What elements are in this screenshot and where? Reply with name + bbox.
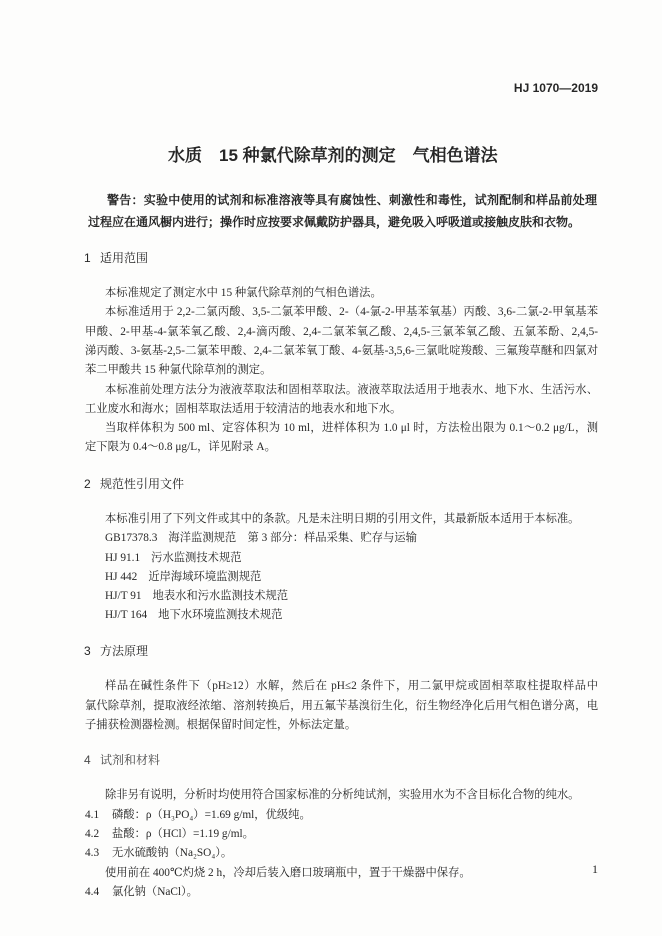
reference-item [105, 530, 598, 546]
document-title: 水质 15 种氯代除草剂的测定 气相色谱法 [168, 146, 498, 165]
warning-line: 过程应在通风橱内进行；操作时应按要求佩戴防护器具，避免吸入呼吸道或接触皮肤和衣物。 [88, 215, 581, 229]
reagent-number: 4.1 [85, 809, 100, 821]
reference-code: HJ/T 91 [105, 590, 142, 602]
reference-title: 地下水环境监测技术规范 [158, 609, 283, 621]
section-heading [84, 476, 184, 492]
section-title: 规范性引用文件 [100, 477, 185, 491]
paragraph-line: 定下限为 0.4～0.8 μg/L，详见附录 A。 [85, 441, 276, 453]
paragraph-line: 本标准前处理方法分为液液萃取法和固相萃取法。液液萃取法适用于地表水、地下水、生活污水、 [105, 384, 598, 396]
paragraph-line: 本标准适用于 2,2-二氯丙酸、3,5-二氯苯甲酸、2-（4-氯-2-甲基苯氧基）丙酸、3,6-二氯-2-甲氧基苯 [105, 306, 598, 318]
document-code: HJ 1070—2019 [513, 81, 598, 95]
reagent-number: 4.3 [85, 847, 100, 859]
reference-title: 地表水和污水监测技术规范 [152, 590, 289, 602]
reference-item [105, 607, 598, 623]
section-number: 4 [84, 753, 91, 767]
reference-code: HJ 442 [105, 571, 138, 583]
reagent-text: 盐酸：ρ（HCl）=1.19 g/ml。 [112, 828, 254, 840]
section-heading [84, 752, 160, 768]
section-number: 3 [84, 644, 91, 658]
section-heading [84, 250, 148, 266]
reagent-item [85, 845, 598, 861]
reference-code: HJ/T 164 [105, 609, 148, 621]
section-heading [84, 643, 148, 659]
reference-item [105, 550, 598, 566]
section-number: 1 [84, 251, 91, 265]
reagent-text: 氯化钠（NaCl）。 [112, 886, 198, 898]
reagent-item [85, 884, 598, 900]
paragraph-line: 甲酸、2-甲基-4-氯苯氧乙酸、2,4-滴丙酸、2,4-二氯苯氧乙酸、2,4,5-三氯苯氧乙酸、五氯苯酚、2,4,5- [85, 326, 598, 338]
paragraph-line: 本标准引用了下列文件或其中的条款。凡是未注明日期的引用文件，其最新版本适用于本标准。 [105, 513, 580, 525]
reference-item [105, 569, 598, 585]
paragraph-line: 苯二甲酸共 15 种氯代除草剂的测定。 [85, 364, 272, 376]
warning-line: 警告：实验中使用的试剂和标准溶液等具有腐蚀性、刺激性和毒性，试剂配制和样品前处理 [107, 193, 597, 207]
reference-code: GB17378.3 [105, 532, 158, 544]
section-title: 适用范围 [100, 251, 149, 265]
reference-item [105, 588, 598, 604]
page-number: 1 [592, 862, 598, 876]
paragraph-line: 当取样体积为 500 ml、定容体积为 10 ml，进样体积为 1.0 μl 时，方法检出限为 0.1～0.2 μg/L，测 [105, 422, 598, 434]
section-number: 2 [84, 477, 91, 491]
reagent-text: 无水硫酸钠（Na₂SO₄）。 [112, 847, 233, 859]
paragraph-line: 子捕获检测器检测。根据保留时间定性，外标法定量。 [85, 719, 357, 731]
paragraph-line: 样品在碱性条件下（pH≥12）水解，然后在 pH≤2 条件下，用二氯甲烷或固相萃取柱提取样品中 [105, 680, 598, 692]
reagent-item [85, 826, 598, 842]
reference-title: 污水监测技术规范 [151, 552, 242, 564]
paragraph-line: 工业废水和海水；固相萃取法适用于较清洁的地表水和地下水。 [85, 403, 402, 415]
section-title: 方法原理 [100, 644, 149, 658]
paragraph-line: 本标准规定了测定水中 15 种氯代除草剂的气相色谱法。 [105, 287, 382, 299]
reference-title: 近岸海域环境监测规范 [148, 571, 262, 583]
reagent-text: 磷酸：ρ（H₃PO₄）=1.69 g/ml，优级纯。 [112, 809, 311, 821]
reagent-item [85, 807, 598, 823]
reagent-number: 4.2 [85, 828, 100, 840]
reference-title: 海洋监测规范 第 3 部分：样品采集、贮存与运输 [168, 532, 417, 544]
section-title: 试剂和材料 [100, 753, 161, 767]
reagent-number: 4.4 [85, 886, 100, 898]
paragraph-line: 涕丙酸、3-氨基-2,5-二氯苯甲酸、2,4-二氯苯氧丁酸、4-氨基-3,5,6-三氯吡啶羧酸、三氟羧草醚和四氯对 [85, 345, 598, 357]
paragraph-line: 除非另有说明，分析时均使用符合国家标准的分析纯试剂，实验用水为不含目标化合物的纯水。 [105, 789, 580, 801]
reference-code: HJ 91.1 [105, 552, 141, 564]
reagent-note: 使用前在 400℃灼烧 2 h，冷却后装入磨口玻璃瓶中，置于干燥器中保存。 [105, 867, 471, 879]
paragraph-line: 氯代除草剂，提取液经浓缩、溶剂转换后，用五氟苄基溴衍生化，衍生物经净化后用气相色谱分离，电 [85, 700, 598, 712]
